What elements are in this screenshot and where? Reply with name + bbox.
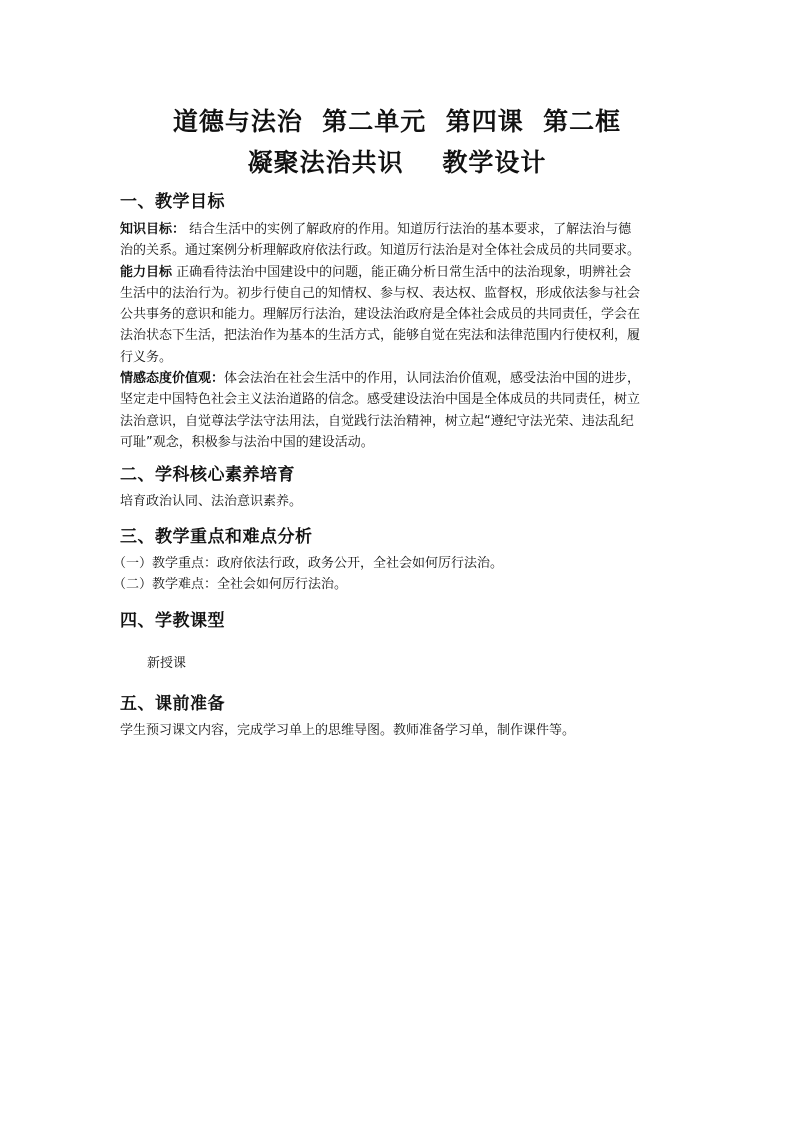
knowledge-goal-line-2: 治的关系。通过案例分析理解政府依法行政。知道厉行法治是对全体社会成员的共同要求。 [120,243,641,259]
ability-goal-line-3: 公共事务的意识和能力。理解厉行法治，建设法治政府是全体社会成员的共同责任，学会在 [120,307,641,323]
document-title-line-1: 道德与法治 第二单元 第四课 第二框 [172,107,622,136]
ability-goal-label: 能力目标 [120,264,173,280]
section-heading-lesson-type: 四、学教课型 [120,611,225,631]
emotion-goal-line-4: 可耻”观念，积极参与法治中国的建设活动。 [120,434,374,450]
lesson-type-text: 新授课 [147,656,187,671]
knowledge-goal-label: 知识目标： [120,222,186,237]
section-heading-key-difficult-points: 三、教学重点和难点分析 [120,527,313,547]
emotion-goal-line-3: 法治意识，自觉尊法学法守法用法，自觉践行法治精神，树立起“遵纪守法光荣、违法乱纪 [120,413,634,429]
ability-goal-line-2: 生活中的法治行为。初步行使自己的知情权、参与权、表达权、监督权，形成依法参与社会 [120,285,641,301]
section-heading-core-literacy: 二、学科核心素养培育 [120,465,295,485]
ability-goal-line-5: 行义务。 [120,349,173,365]
key-point-text: （一）教学重点：政府依法行政，政务公开，全社会如何厉行法治。 [113,556,504,571]
ability-goal-line-1 [120,262,680,283]
difficult-point-text: （二）教学难点：全社会如何厉行法治。 [113,577,348,592]
emotion-goal-line-1 [120,368,680,389]
section-heading-teaching-goals: 一、教学目标 [120,192,225,212]
ability-goal-text-1: 正确看待法治中国建设中的问题，能正确分析日常生活中的法治现象，明辨社会 [172,264,632,280]
emotion-goal-line-2: 坚定走中国特色社会主义法治道路的信念。感受建设法治中国是全体成员的共同责任，树立 [120,392,641,408]
section-heading-preparation: 五、课前准备 [120,694,225,714]
document-title-line-2: 凝聚法治共识 教学设计 [247,148,547,177]
knowledge-goal-line-1 [120,219,680,240]
emotion-goal-text-1: 体会法治在社会生活中的作用，认同法治价值观，感受法治中国的进步， [224,371,641,387]
emotion-goal-label: 情感态度价值观： [120,371,225,387]
knowledge-goal-text-1: 结合生活中的实例了解政府的作用。知道厉行法治的基本要求，了解法治与德 [185,222,632,237]
preparation-text: 学生预习课文内容，完成学习单上的思维导图。教师准备学习单，制作课件等。 [120,723,576,738]
core-literacy-text: 培育政治认同、法治意识素养。 [120,494,303,509]
ability-goal-line-4: 法治状态下生活，把法治作为基本的生活方式，能够自觉在宪法和法律范围内行使权利，履 [120,328,641,344]
teaching-goals-body [120,219,680,453]
